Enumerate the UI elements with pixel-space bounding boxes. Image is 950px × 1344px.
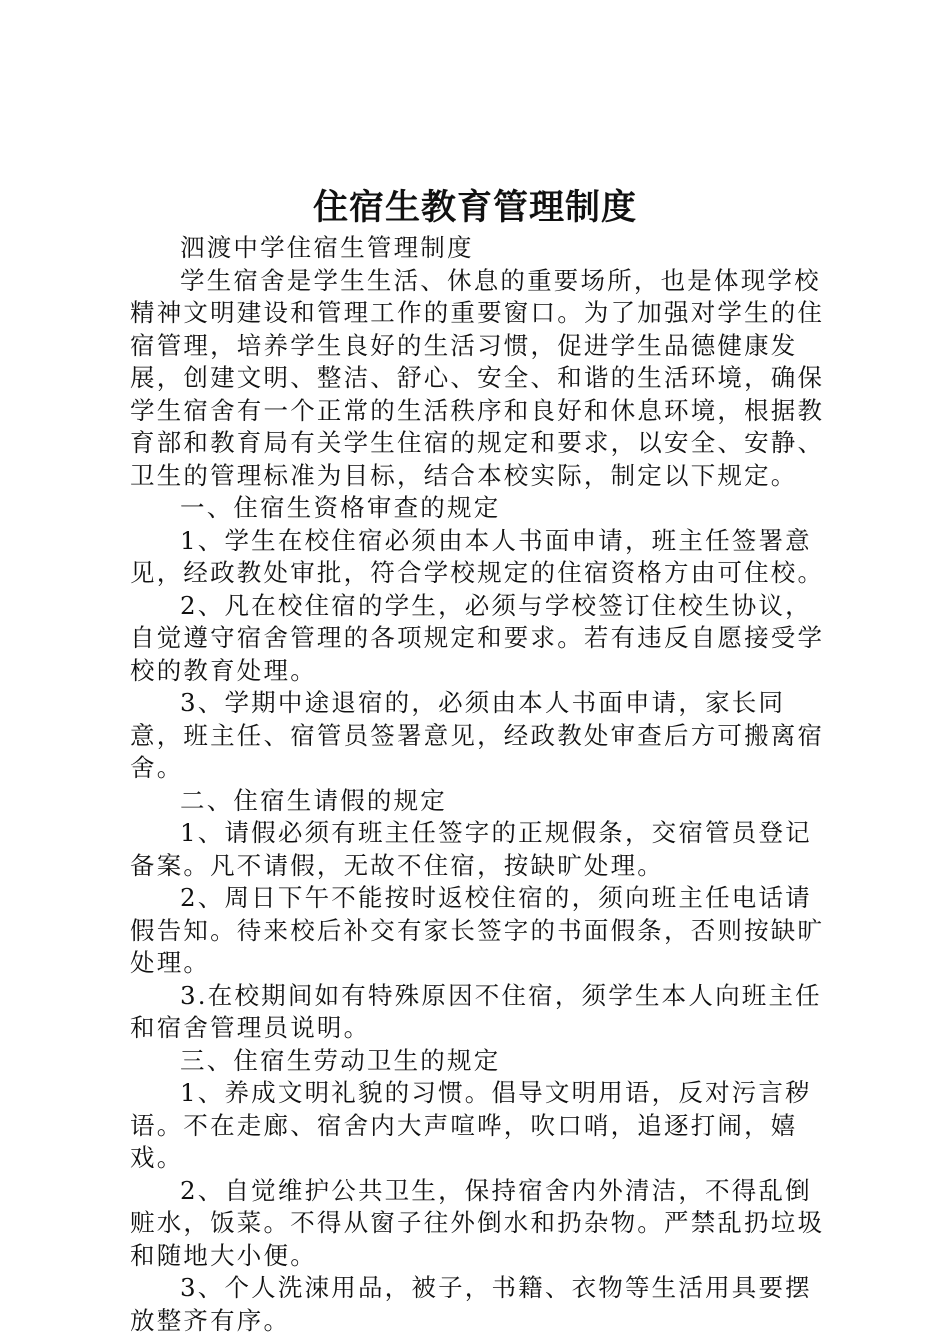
- section-3-item-3: 3、个人洗涑用品，被子，书籍、衣物等生活用具要摆放整齐有序。: [130, 1273, 812, 1335]
- document-body: [130, 232, 830, 1337]
- section-2-item-3: 3.在校期间如有特殊原因不住宿，须学生本人向班主任和宿舍管理员说明。: [130, 980, 822, 1042]
- section-heading-3: 三、住宿生劳动卫生的规定: [180, 1045, 501, 1075]
- section-heading-1: 一、住宿生资格审查的规定: [180, 493, 501, 522]
- document-title: 住宿生教育管理制度: [312, 188, 637, 228]
- section-1-item-3: 3、学期中途退宿的，必须由本人书面申请，家长同意，班主任、宿管员签署意见，经政教处审查后方可搬离宿舍。: [130, 688, 825, 782]
- intro-paragraph: 学生宿舍是学生生活、休息的重要场所，也是体现学校精神文明建设和管理工作的重要窗口。为了加强对学生的住宿管理，培养学生良好的生活习惯，促进学生品德健康发展，创建文明、整洁、舒心、安全、和谐的生活环境，确保学生宿舍有一个正常的生活秩序和良好和休息环境，根据教育部和教育局有关学生住宿的规定和要求，以安全、安静、卫生的管理标准为目标，结合本校实际，制定以下规定。: [130, 265, 825, 490]
- section-1-item-1: 1、学生在校住宿必须由本人书面申请，班主任签署意见，经政教处审批，符合学校规定的住宿资格方由可住校。: [130, 525, 825, 587]
- section-2-item-2: 2、周日下午不能按时返校住宿的，须向班主任电话请假告知。待来校后补交有家长签字的书面假条，否则按缺旷处理。: [130, 883, 825, 977]
- section-3-item-2: 2、自觉维护公共卫生，保持宿舍内外清洁，不得乱倒赃水，饭菜。不得从窗子往外倒水和扔杂物。严禁乱扔垃圾和随地大小便。: [130, 1175, 825, 1270]
- section-2-item-1: 1、请假必须有班主任签字的正规假条，交宿管员登记备案。凡不请假，无故不住宿，按缺旷处理。: [130, 818, 812, 880]
- section-3-item-1: 1、养成文明礼貌的习惯。倡导文明用语，反对污言秽语。不在走廊、宿舍内大声喧哗，吹口哨，追逐打闹，嬉戏。: [130, 1078, 812, 1172]
- section-1-item-2: 2、凡在校住宿的学生，必须与学校签订住校生协议，自觉遵守宿舍管理的各项规定和要求。若有违反自愿接受学校的教育处理。: [130, 590, 825, 685]
- section-heading-2: 二、住宿生请假的规定: [180, 785, 447, 815]
- document-subtitle: 泗渡中学住宿生管理制度: [180, 233, 474, 262]
